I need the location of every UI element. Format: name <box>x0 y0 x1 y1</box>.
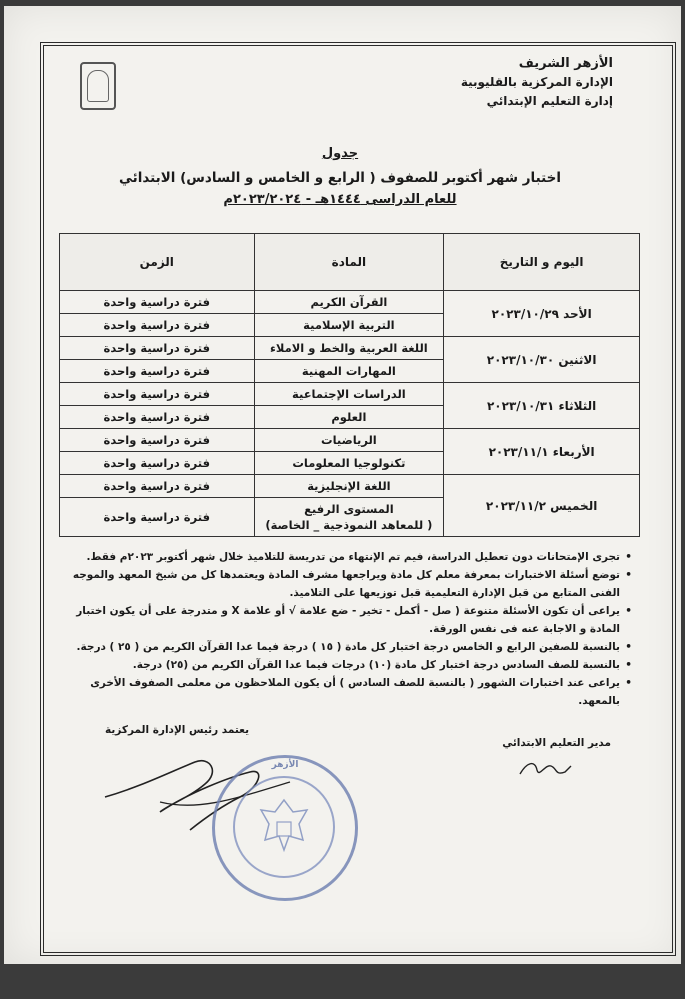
azhar-logo-icon <box>80 62 116 110</box>
header-day-date: اليوم و التاريخ <box>444 234 640 291</box>
subject-cell: المهارات المهنية <box>254 360 444 383</box>
table-row <box>60 429 640 452</box>
title-heading: جدول <box>321 146 359 161</box>
subject-cell: الدراسات الإجتماعية <box>254 383 444 406</box>
note-item: • توضع أسئلة الاختبارات بمعرفة معلم كل مادة ويراجعها مشرف المادة ويعتمدها كل من شيخ المعهد والموجه الفنى المتابع من قبل الإدارة التعليمية قبل توزيعها على التلاميذ. <box>58 566 620 602</box>
subject-cell: التربية الإسلامية <box>254 314 444 337</box>
letterhead <box>461 54 613 111</box>
time-cell: فترة دراسية واحدة <box>60 406 255 429</box>
time-cell: فترة دراسية واحدة <box>60 337 255 360</box>
note-item: • يراعى أن تكون الأسئلة متنوعة ( صل - أكمل - تخير - ضع علامة √ أو علامة X و متدرجة على أن يكون اختبار المادة و الاجابة عنه فى نفس الورقة. <box>58 602 620 638</box>
table-header-row <box>60 234 640 291</box>
time-cell: فترة دراسية واحدة <box>60 429 255 452</box>
time-cell: فترة دراسية واحدة <box>60 452 255 475</box>
note-item: • يراعى عند اختبارات الشهور ( بالنسبة للصف السادس ) أن يكون الملاحظون من معلمى الصفوف الأخرى بالمعهد. <box>58 674 620 710</box>
note-item: • تجرى الإمتحانات دون تعطيل الدراسة، فيم تم الإنتهاء من تدريسة للتلاميذ خلال شهر أكتوبر ٢٠٢٣م فقط. <box>58 548 620 566</box>
time-cell: فترة دراسية واحدة <box>60 498 255 537</box>
day-cell: الخميس ٢٠٢٣/١١/٢ <box>444 475 640 537</box>
title-subheading: اختبار شهر أكتوبر للصفوف ( الرابع و الخامس و السادس) الابتدائي <box>118 170 561 186</box>
director-label: مدير التعليم الابتدائي <box>502 737 611 749</box>
note-item: • بالنسبة للصف السادس درجة اختبار كل مادة (١٠) درجات فيما عدا القرآن الكريم من (٢٥) درجة. <box>58 656 620 674</box>
header-subject: المادة <box>254 234 444 291</box>
subject-line: المستوى الرفيع <box>304 502 394 516</box>
letterhead-line-1: الأزهر الشريف <box>518 56 613 71</box>
table-row <box>60 337 640 360</box>
time-cell: فترة دراسية واحدة <box>60 291 255 314</box>
day-cell: الاثنين ٢٠٢٣/١٠/٣٠ <box>444 337 640 383</box>
schedule-table <box>59 233 640 537</box>
header-time: الزمن <box>60 234 255 291</box>
table-row <box>60 475 640 498</box>
official-stamp <box>212 755 358 901</box>
time-cell: فترة دراسية واحدة <box>60 360 255 383</box>
table-row <box>60 383 640 406</box>
eagle-emblem-icon <box>233 776 335 878</box>
letterhead-line-3: إدارة التعليم الإبتدائي <box>486 94 613 108</box>
letterhead-line-2: الإدارة المركزية بالقليوبية <box>460 75 613 89</box>
background-strip <box>0 964 685 999</box>
time-cell: فترة دراسية واحدة <box>60 383 255 406</box>
day-cell: الأربعاء ٢٠٢٣/١١/١ <box>444 429 640 475</box>
subject-cell: تكنولوجيا المعلومات <box>254 452 444 475</box>
subject-cell <box>254 498 444 537</box>
day-cell: الثلاثاء ٢٠٢٣/١٠/٣١ <box>444 383 640 429</box>
title-year: للعام الدراسى ١٤٤٤هـ - ٢٠٢٣/٢٠٢٤م <box>223 192 457 207</box>
subject-cell: اللغة العربية والخط و الاملاء <box>254 337 444 360</box>
subject-cell: الرياضيات <box>254 429 444 452</box>
subject-cell: العلوم <box>254 406 444 429</box>
day-cell: الأحد ٢٠٢٣/١٠/٢٩ <box>444 291 640 337</box>
subject-line-note: ( للمعاهد النموذجية _ الخاصة) <box>265 518 433 532</box>
time-cell: فترة دراسية واحدة <box>60 475 255 498</box>
signature-scribble-right <box>515 752 575 782</box>
time-cell: فترة دراسية واحدة <box>60 314 255 337</box>
approval-label: يعتمد رئيس الإدارة المركزية <box>105 724 250 736</box>
subject-cell: القرآن الكريم <box>254 291 444 314</box>
note-item: • بالنسبة للصفين الرابع و الخامس درجة اختبار كل مادة ( ١٥ ) درجة فيما عدا القرآن الكريم من ( ٢٥ ) درجة. <box>58 638 620 656</box>
table-row <box>60 291 640 314</box>
subject-cell: اللغة الإنجليزية <box>254 475 444 498</box>
stamp-text: الأزهر <box>271 760 299 770</box>
notes-list <box>58 548 634 710</box>
